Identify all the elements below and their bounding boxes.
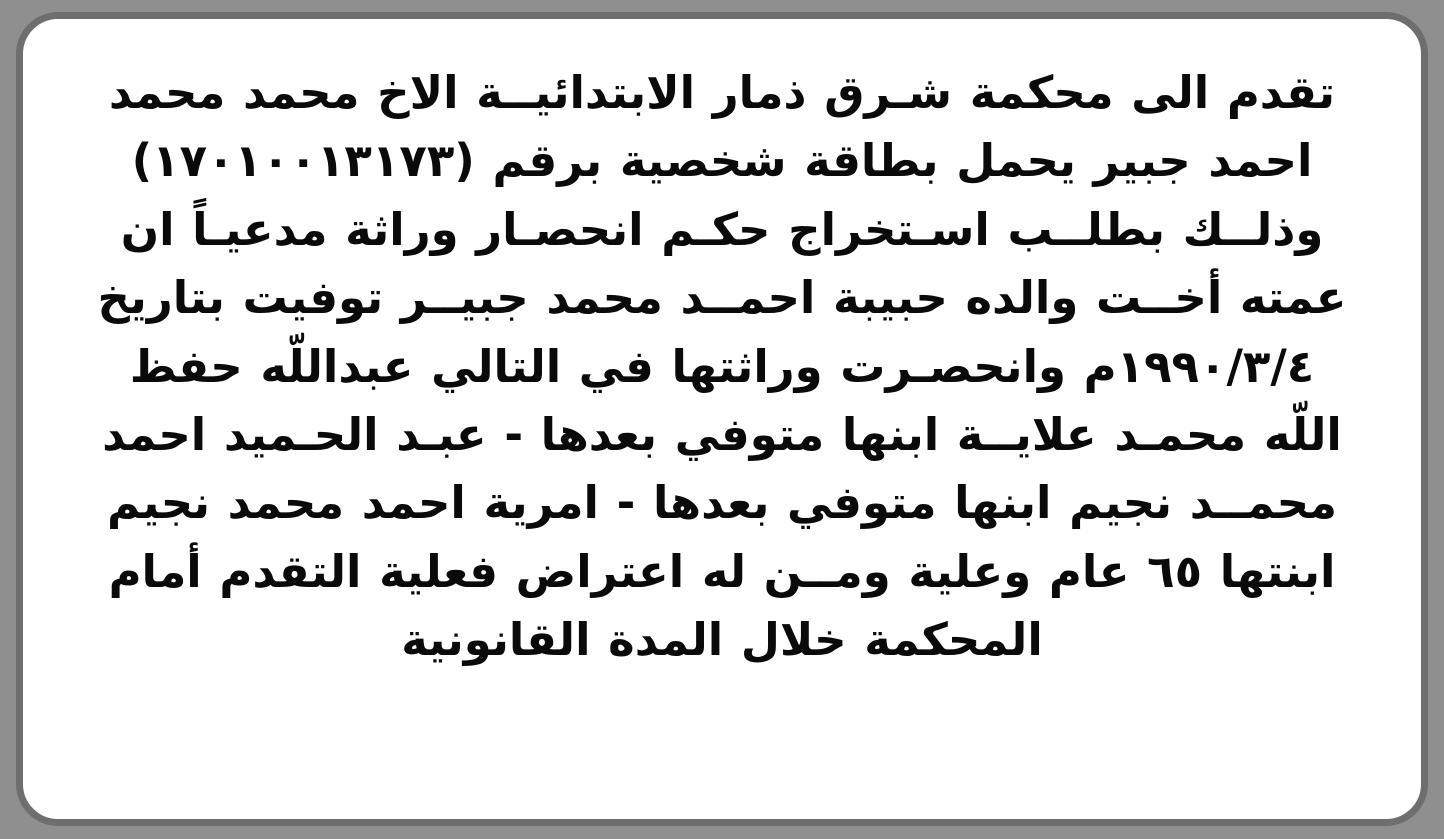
- notice-line: وذلــك بطلــب اسـتخراج حكـم انحصـار وراثة مدعيـاً ان: [120, 202, 1324, 256]
- notice-line: عمته أخــت والده حبيبة احمــد محمد جبيــر توفيت بتاريخ: [97, 271, 1347, 325]
- notice-line: ١٩٩٠/٣/٤م وانحصـرت وراثتها في التالي عبداللّه حفظ: [129, 339, 1315, 393]
- notice-line: محمــد نجيم ابنها متوفي بعدها - امرية احمد محمد نجيم: [107, 476, 1337, 530]
- notice-line: اللّه محمـد علايــة ابنها متوفي بعدها - عبـد الحـميد احمد: [102, 407, 1342, 461]
- notice-text-body: [73, 59, 1371, 791]
- notice-card: [16, 12, 1428, 826]
- notice-line: المحكمة خلال المدة القانونية: [401, 613, 1043, 667]
- notice-line: ابنتها ٦٥ عام وعلية ومــن له اعتراض فعلية التقدم أمام: [108, 544, 1336, 598]
- notice-line: احمد جبير يحمل بطاقة شخصية برقم (١٧٠١٠٠١٣١٧٣): [131, 134, 1313, 188]
- notice-line: تقدم الى محكمة شـرق ذمار الابتدائيــة الاخ محمد محمد: [108, 66, 1336, 119]
